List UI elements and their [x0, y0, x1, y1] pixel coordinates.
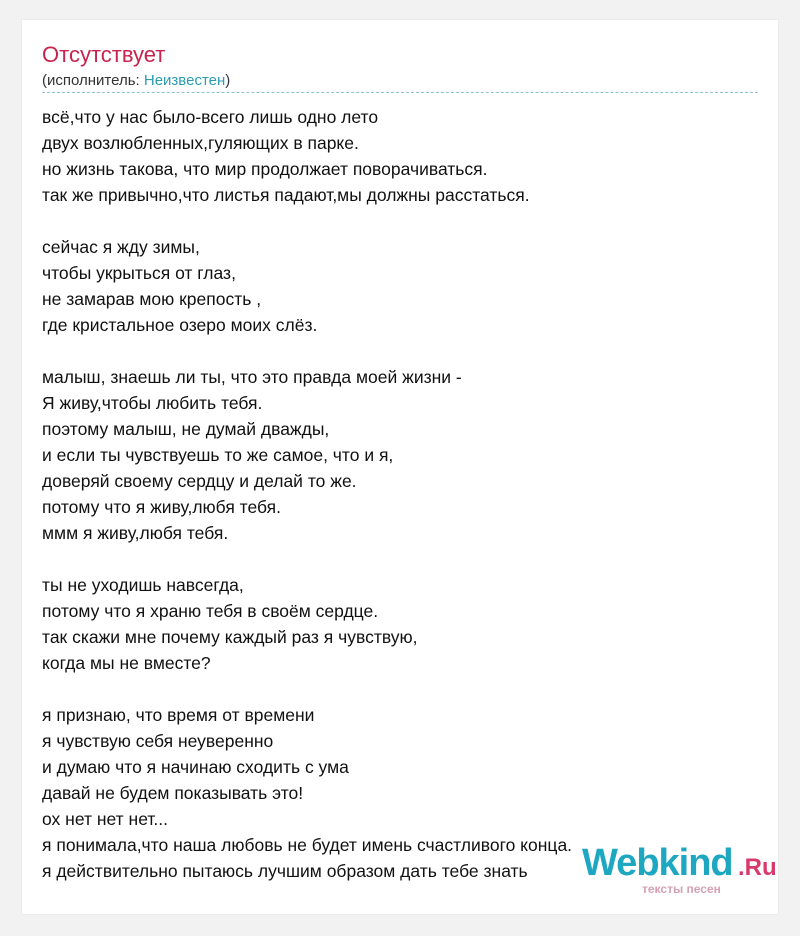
- lyric-line: не замарав мою крепость ,: [42, 289, 262, 309]
- lyric-line: давай не будем показывать это!: [42, 783, 304, 803]
- lyric-line: где кристальное озеро моих слёз.: [42, 315, 318, 335]
- logo-tld: .Ru: [738, 854, 777, 881]
- lyric-line: Я живу,чтобы любить тебя.: [42, 393, 263, 413]
- stanza-break: [42, 676, 762, 702]
- artist-line: [42, 72, 230, 89]
- stanza-break: [42, 338, 762, 364]
- lyric-line: потому что я живу,любя тебя.: [42, 497, 281, 517]
- artist-link[interactable]: Неизвестен: [143, 72, 226, 89]
- lyric-line: я понимала,что наша любовь не будет имень счастливого конца.: [42, 835, 573, 855]
- lyric-line: когда мы не вместе?: [42, 653, 211, 673]
- logo-tagline: тексты песен: [642, 882, 721, 896]
- lyrics-card: [22, 20, 778, 914]
- lyrics-text: [42, 104, 762, 884]
- lyric-line: потому что я храню тебя в своём сердце.: [42, 601, 379, 621]
- lyric-line: ты не уходишь навсегда,: [42, 575, 244, 595]
- lyric-line: всё,что у нас было-всего лишь одно лето: [42, 107, 379, 127]
- lyric-line: я чувствую себя неуверенно: [42, 731, 274, 751]
- lyric-line: и если ты чувствуешь то же самое, что и я,: [42, 445, 394, 465]
- webkind-logo: [560, 842, 800, 902]
- artist-prefix: (исполнитель:: [42, 72, 144, 89]
- lyric-line: так скажи мне почему каждый раз я чувствую,: [42, 627, 418, 647]
- stanza-break: [42, 546, 762, 572]
- lyric-line: я признаю, что время от времени: [42, 705, 315, 725]
- lyric-line: ммм я живу,любя тебя.: [42, 523, 229, 543]
- stanza-break: [42, 208, 762, 234]
- lyric-line: и думаю что я начинаю сходить с ума: [42, 757, 349, 777]
- artist-suffix: ): [225, 72, 231, 89]
- song-title: Отсутствует: [42, 42, 166, 67]
- lyric-line: доверяй своему сердцу и делай то же.: [42, 471, 357, 491]
- lyric-line: малыш, знаешь ли ты, что это правда моей жизни -: [42, 367, 462, 387]
- lyric-line: так же привычно,что листья падают,мы должны расстаться.: [42, 185, 530, 205]
- logo-brand: Webkind: [582, 842, 733, 884]
- lyric-line: чтобы укрыться от глаз,: [42, 263, 236, 283]
- lyric-line: двух возлюбленных,гуляющих в парке.: [42, 133, 359, 153]
- lyric-line: ох нет нет нет...: [42, 809, 169, 829]
- lyric-line: но жизнь такова, что мир продолжает поворачиваться.: [42, 159, 488, 179]
- lyric-line: сейчас я жду зимы,: [42, 237, 200, 257]
- divider: [42, 92, 758, 93]
- lyric-line: я действительно пытаюсь лучшим образом дать тебе знать: [42, 861, 528, 881]
- lyric-line: поэтому малыш, не думай дважды,: [42, 419, 330, 439]
